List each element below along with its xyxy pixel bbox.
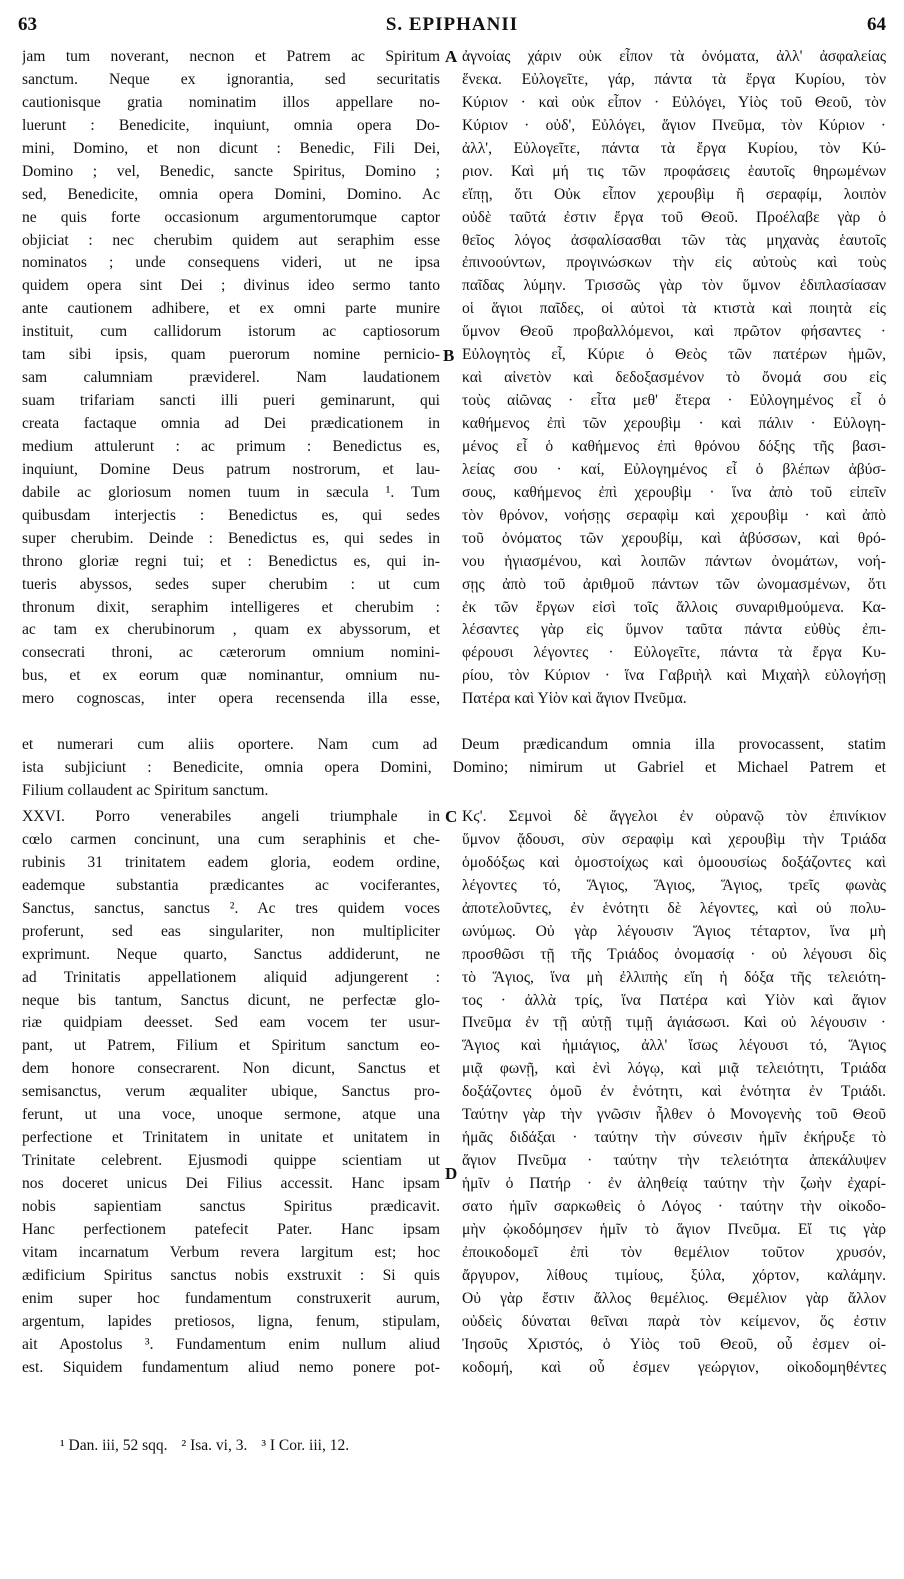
- text-line: nobis sapientiam sanctus Spiritus prædicavit.: [22, 1197, 440, 1215]
- text-line: Filium collaudent ac Spiritum sanctum.: [22, 781, 269, 799]
- text-line: κοδομή, καὶ οὗ ἐσμεν γεώργιον, οἰκοδομηθέντες: [462, 1358, 886, 1376]
- text-line: proferunt, sed eas singulariter, non multipliciter: [22, 922, 440, 940]
- text-line: Οὐ γὰρ ἔστιν ἄλλος θεμέλιος. Θεμέλιον γὰρ ἄλλον: [462, 1289, 886, 1307]
- text-line: sed, Benedicite, omnia opera Domini, Domino. Ac: [22, 185, 440, 203]
- text-line: ne quis forte occasionum argumentorumque captor: [22, 208, 440, 226]
- text-line: ἐπινοούντων, προγινώσκων τὴν εἰς αὐτοὺς καὶ τοὺς: [462, 254, 886, 272]
- text-line: bus, et ex eorum quæ nominantur, omnium nu-: [22, 667, 440, 685]
- text-line: ait Apostolus ³. Fundamentum enim nullum aliud: [22, 1335, 440, 1353]
- text-line: Πνεῦμα ἐν τῇ αὐτῇ τιμῇ ἁγιάσωσι. Καὶ οὐ λέγουσιν ·: [462, 1014, 886, 1032]
- text-line: μὴν ᾠκοδόμησεν ἡμῖν τὸ ἅγιον Πνεῦμα. Εἴ τις γὰρ: [462, 1220, 886, 1238]
- text-line: οὐδεὶς δύναται θεῖναι παρὰ τὸν κείμενον, ὅς ἐστιν: [462, 1312, 886, 1330]
- footnotes: [60, 1437, 760, 1455]
- text-line: ἀποτελοῦντες, ἐν ἑνότητι δὲ λέγοντες, καὶ οὐ πολυ-: [462, 899, 886, 917]
- text-line: ista subjiciunt : Benedicite, omnia opera Domini, Domino; nimirum ut Gabriel et Michael Patrem et: [22, 758, 886, 776]
- text-line: ωνύμως. Οὐ γὰρ λέγουσιν Ἅγιος τέταρτον, ἵνα μὴ: [462, 922, 886, 940]
- footnote: ¹ Dan. iii, 52 sqq.: [60, 1437, 168, 1454]
- latin-column-top: [22, 46, 440, 711]
- text-line: jam tum noverant, necnon et Patrem ac Spiritum: [22, 48, 440, 65]
- text-line: suam trifariam sancti illi pueri geminarunt, qui: [22, 392, 440, 410]
- text-line: παῖδας λύμην. Τρισσῶς γὰρ τὸν ὕμνον ἐδιπλασίασαν: [462, 277, 886, 295]
- page-header: [18, 14, 886, 40]
- text-line: ἕνεκα. Εὐλογεῖτε, γάρ, πάντα τὰ ἔργα Κυρίου, τὸν: [462, 70, 886, 88]
- text-line: quidem opera sint Dei ; divinus ideo sermo tanto: [22, 277, 440, 295]
- text-line: Sanctus, sanctus, sanctus ². Ac tres quidem voces: [22, 899, 440, 917]
- greek-column-top: [462, 46, 886, 711]
- text-line: λέγοντες τό, Ἅγιος, Ἅγιος, Ἅγιος, τρεῖς φωνὰς: [462, 876, 886, 894]
- text-line: instituit, cum callidorum istorum ac captiosorum: [22, 323, 440, 341]
- text-line: ὕμνον Θεοῦ προβαλλόμενοι, καὶ πρῶτον φήσαντες ·: [462, 323, 886, 341]
- text-line: vitam incarnatum Verbum revera largitum est; hoc: [22, 1243, 440, 1261]
- text-line: καὶ αἰνετὸν καὶ δεδοξασμένον τὸ ὄνομά σου εἰς: [462, 369, 886, 387]
- text-line: Ἰησοῦς Χριστός, ὁ Υἱὸς τοῦ Θεοῦ, οὗ ἐσμεν οἰ-: [462, 1335, 886, 1353]
- text-line: eademque substantia prædicantes ac vociferantes,: [22, 876, 440, 894]
- text-line: μιᾷ φωνῇ, καὶ ἑνὶ λόγῳ, καὶ μιᾷ τελειότητι, Τριάδα: [462, 1060, 886, 1078]
- text-line: Κύριον · καὶ οὐκ εἶπον · Εὐλόγει, Υἱὸς τοῦ Θεοῦ, τὸν: [462, 93, 886, 111]
- text-line: οἱ ἅγιοι παῖδες, οἱ αὐτοὶ τὰ κτιστὰ καὶ ποιητὰ εἰς: [462, 300, 886, 318]
- text-line: sam calumniam præviderel. Nam laudationem: [22, 369, 440, 387]
- text-line: ἀλλ', Εὐλογεῖτε, πάντα τὰ ἔργα Κυρίου, τὸν Κύ-: [462, 139, 886, 157]
- text-line: ædificium Spiritus sanctus nobis exstruxit : Si quis: [22, 1266, 440, 1284]
- text-line: inquiunt, Domine Deus patrum nostrorum, et lau-: [22, 460, 440, 478]
- page-number-left: 63: [18, 14, 37, 35]
- text-line: creata factaque omnia ad Dei prædicationem in: [22, 415, 440, 432]
- text-line: Κύριον · οὐδ', Εὐλόγει, ἅγιον Πνεῦμα, τὸν Κύριον ·: [462, 116, 886, 134]
- text-line: super cherubim. Deinde : Benedictus es, qui sedes in: [22, 529, 440, 547]
- text-line: ἐποικοδομεῖ ἐπὶ τὸν θεμέλιον τοῦτον χρυσόν,: [462, 1243, 886, 1261]
- latin-column-bottom: [22, 806, 440, 1379]
- text-line: Ταύτην γὰρ τὴν γνῶσιν ἦλθεν ὁ Μονογενὴς τοῦ Θεοῦ: [462, 1106, 886, 1124]
- text-line: Εὐλογητὸς εἶ, Κύριε ὁ Θεὸς τῶν πατέρων ἡμῶν,: [462, 346, 886, 364]
- text-line: Domino ; vel, Benedic, sancte Spiritus, Domino ;: [22, 162, 440, 180]
- text-line: ad Trinitatis appellationem aliquid adjungerent :: [22, 968, 440, 986]
- text-line: est. Siquidem fundamentum aliud nemo ponere pot-: [22, 1358, 440, 1376]
- text-line: ρίου, τὸν Κύριον · ἵνα Γαβριὴλ καὶ Μιχαὴλ εὐλογήσῃ: [462, 667, 886, 685]
- text-line: ὕμνον ᾄδουσι, σὺν σεραφὶμ καὶ χερουβὶμ τὴν Τριάδα: [462, 830, 886, 848]
- text-line: argentum, lapides pretiosos, ligna, fenum, stipulam,: [22, 1312, 440, 1330]
- text-line: perfectione et Trinitatem in unitate et unitatem in: [22, 1129, 440, 1147]
- footnote: ² Isa. vi, 3.: [181, 1437, 248, 1454]
- text-line: σατο ἡμῖν σαρκωθεὶς ὁ Λόγος · ταύτην τὴν οἰκοδο-: [462, 1197, 886, 1215]
- text-line: τὸ Ἅγιος, ἵνα μὴ ἐλλιπὴς εἴη ἡ δόξα τῆς τελειότη-: [462, 968, 886, 986]
- text-line: λέσαντες γὰρ εἰς ὕμνον ταῦτα πάντα εὐθὺς ἐπι-: [462, 621, 886, 639]
- section-marker-b: B: [443, 346, 455, 365]
- latin-full-width-passage: [22, 734, 886, 803]
- text-line: exprimunt. Neque quarto, Sanctus addiderunt, ne: [22, 945, 440, 963]
- text-line: ἀγνοίας χάριν οὐκ εἶπον τὰ ὀνόματα, ἀλλ' ἀσφαλείας: [462, 48, 886, 65]
- footnote: ³ I Cor. iii, 12.: [261, 1437, 350, 1454]
- section-marker-d: D: [445, 1164, 458, 1183]
- text-line: consecrati throni, ac cæterorum omnium nomini-: [22, 644, 440, 662]
- text-line: Hanc perfectionem patefecit Pater. Hanc ipsam: [22, 1220, 440, 1238]
- text-line: τοῦ ὀνόματος τῶν χερουβίμ, καὶ ἀβύσσων, καὶ θρό-: [462, 529, 886, 547]
- text-line: ferunt, ut una voce, unoque sermone, atque una: [22, 1106, 440, 1124]
- text-line: ὁμοδόξως καὶ ὁμοστοίχως καὶ ὁμοουσίως δοξάζοντες καὶ: [462, 853, 886, 871]
- text-line: ἄργυρον, λίθους τιμίους, ξύλα, χόρτον, καλάμην.: [462, 1266, 886, 1284]
- text-line: ἅγιον Πνεῦμα · ταύτην τὴν τελειότητα ἀπεκάλυψεν: [462, 1152, 886, 1170]
- text-line: ἡμῖν ὁ Πατήρ · ἐν ἀληθείᾳ ταύτην τὴν ζωὴν ἐχαρί-: [462, 1175, 886, 1192]
- text-line: τος · ἀλλὰ τρίς, ἵνα Πατέρα καὶ Υἱὸν καὶ ἅγιον: [462, 991, 886, 1009]
- text-line: τοὺς αἰῶνας · εἶτα μεθ' ἕτερα · Εὐλογημένος εἶ ὁ: [462, 392, 886, 410]
- text-line: dabile ac gloriosum nomen tuum in sæcula ¹. Tum: [22, 483, 440, 501]
- text-line: σους, καθήμενος ἐπὶ χερουβὶμ · ἵνα ἀπὸ τοῦ εἰπεῖν: [462, 483, 886, 501]
- section-marker-c: C: [445, 807, 458, 826]
- text-line: ριον. Καὶ μή τις τῶν προφάσεις ἑαυτοῖς θηρωμένων: [462, 162, 886, 180]
- text-line: rubinis 31 trinitatem eadem gloria, eodem ordine,: [22, 853, 440, 871]
- page-number-right: 64: [867, 14, 886, 35]
- text-line: Πατέρα καὶ Υἱὸν καὶ ἅγιον Πνεῦμα.: [462, 690, 687, 708]
- text-line: quibusdam interjectis : Benedictus es, qui sedes: [22, 506, 440, 524]
- text-line: nominatos ; unde consequens videri, ut ne ipsa: [22, 254, 440, 272]
- text-line: cautionisque gratia nominatim illos appellare no-: [22, 93, 440, 111]
- text-line: enim super hoc fundamentum construxerit aurum,: [22, 1289, 440, 1307]
- text-line: luerunt : Benedicite, inquiunt, omnia opera Do-: [22, 116, 440, 134]
- text-line: ante cautionem adhibere, et ex omni parte munire: [22, 300, 440, 318]
- text-line: cœlo carmen concinunt, una cum seraphinis et che-: [22, 830, 440, 848]
- text-line: μένος εἶ ὁ καθήμενος ἐπὶ θρόνου δόξης τῆς βασι-: [462, 437, 886, 455]
- text-line: προσθῶσι τῇ τῆς Τριάδος ὀνομασίᾳ · οὐ λέγουσι δὶς: [462, 945, 886, 963]
- text-line: σῃς ἀπὸ τοῦ ἀριθμοῦ πάντων τῶν ὠνομασμένων, ὅτι: [462, 575, 886, 593]
- text-line: pant, ut Patrem, Filium et Spiritum sanctum eo-: [22, 1037, 440, 1055]
- running-title: S. EPIPHANII: [385, 14, 519, 35]
- text-line: thronum dixit, seraphim intelligeres et cherubim :: [22, 598, 440, 616]
- text-line: καθήμενος ἐπὶ τῶν χερουβὶμ · καὶ πάλιν · Εὐλογη-: [462, 415, 886, 432]
- section-marker-a: A: [445, 47, 458, 66]
- text-line: medium attulerunt : ac primum : Benedictus es,: [22, 437, 440, 455]
- text-line: Trinitate celebrent. Ejusmodi quippe scientiam ut: [22, 1152, 440, 1170]
- text-line: τὸν θρόνον, νοήσῃς σεραφὶμ καὶ χερουβὶμ · καὶ ἀπὸ: [462, 506, 886, 524]
- text-line: tam sibi ipsis, quam puerorum nomine pernicio-: [22, 346, 440, 364]
- text-line: ἐκ τῶν ἔργων εἰσὶ τοῖς ἄλλοις συναριθμούμενα. Κα-: [462, 598, 886, 616]
- text-line: XXVI. Porro venerabiles angeli triumphale in: [22, 808, 440, 825]
- text-line: θεῖος λόγος ἀσφαλίσασθαι τῶν τὰς μηχανὰς ἑαυτοῖς: [462, 231, 886, 249]
- text-line: οὐδὲ ταῦτά ἐστιν ἔργα τοῦ Θεοῦ. Προέλαβε γὰρ ὁ: [462, 208, 886, 226]
- text-line: riæ quidpiam deesset. Sed eam vocem ter usur-: [22, 1014, 440, 1032]
- text-line: δοξάζοντες ὁμοῦ ἐν ἑνότητι, καὶ ἑνότητα ἐν Τριάδι.: [462, 1083, 886, 1101]
- text-line: εἴπῃ, ὅτι Οὐκ εἶπον χερουβὶμ ἢ σεραφίμ, λοιπὸν: [462, 185, 886, 203]
- text-line: sanctum. Neque ex ignorantia, sed securitatis: [22, 70, 440, 88]
- text-line: Ἅγιος καὶ ἡμιάγιος, ἀλλ' ἴσως λέγουσι τό, Ἅγιος: [462, 1037, 886, 1055]
- text-line: objiciat : nec cherubim quidem aut seraphim esse: [22, 231, 440, 249]
- text-line: ἡμᾶς διδάξαι · ταύτην τὴν σύνεσιν ἡμῖν ἐκήρυξε τὸ: [462, 1129, 886, 1147]
- text-line: neque bis tantum, Sanctus dicunt, ne perfectæ glo-: [22, 991, 440, 1009]
- text-line: nos doceret unicus Dei Filius accessit. Hanc ipsam: [22, 1175, 440, 1192]
- text-line: λείας σου · καί, Εὐλογημένος εἶ ὁ βλέπων ἀβύσ-: [462, 460, 886, 478]
- text-line: tueris abyssos, sedes super cherubim : ut cum: [22, 575, 440, 593]
- text-line: ac tam ex cherubinorum , quam ex abyssorum, et: [22, 621, 440, 639]
- text-line: mini, Domino, et non dicunt : Benedic, Fili Dei,: [22, 139, 440, 157]
- text-line: semisanctus, verum æqualiter ubique, Sanctus pro-: [22, 1083, 440, 1101]
- text-line: Κϛ'. Σεμνοὶ δὲ ἄγγελοι ἐν οὐρανῷ τὸν ἐπινίκιον: [462, 808, 886, 825]
- text-line: φέρουσι λέγοντες · Εὐλογεῖτε, πάντα τὰ ἔργα Κυ-: [462, 644, 886, 662]
- greek-column-bottom: [462, 806, 886, 1379]
- text-line: mero cognoscas, inter opera recensenda illa esse,: [22, 690, 440, 708]
- text-line: νου ἡγιασμένου, καὶ λοιπῶν πάντων ὀνομάτων, νοή-: [462, 552, 886, 570]
- text-line: throno gloriæ regni tui; et : Benedictus es, qui in-: [22, 552, 440, 570]
- text-line: dem honore consecrarent. Non dicunt, Sanctus et: [22, 1060, 440, 1078]
- text-line: et numerari cum aliis oportere. Nam cum ad Deum prædicandum omnia illa provocassent, statim: [22, 736, 886, 753]
